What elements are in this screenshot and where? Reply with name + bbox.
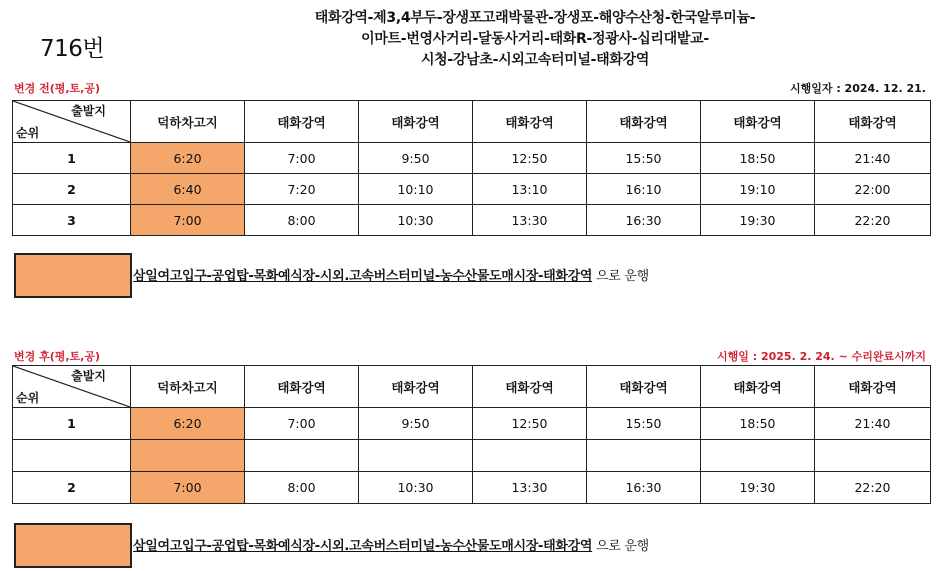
before-header-cell: 태화강역 xyxy=(815,101,931,143)
route-path xyxy=(225,8,845,71)
time-cell: 22:20 xyxy=(815,205,931,236)
after-legend-text xyxy=(133,535,649,554)
after-header-cell: 태화강역 xyxy=(245,366,359,408)
after-header-cell: 태화강역 xyxy=(473,366,587,408)
time-cell xyxy=(701,440,815,472)
after-legend-route: 삼일여고입구-공업탑-목화예식장-시외.고속버스터미널-농수산물도매시장-태화강역 xyxy=(133,539,593,554)
time-cell: 15:50 xyxy=(587,408,701,440)
before-header-cell: 태화강역 xyxy=(701,101,815,143)
time-cell: 19:30 xyxy=(701,205,815,236)
time-cell xyxy=(245,440,359,472)
table-row xyxy=(13,472,931,504)
time-cell xyxy=(473,440,587,472)
table-row xyxy=(13,143,931,174)
after-corner-origin: 출발지 xyxy=(71,369,106,383)
before-legend-suffix: 으로 운행 xyxy=(592,269,649,284)
time-cell: 22:00 xyxy=(815,174,931,205)
before-header-cell: 태화강역 xyxy=(359,101,473,143)
before-header-cell: 태화강역 xyxy=(473,101,587,143)
before-header-cell: 태화강역 xyxy=(587,101,701,143)
time-cell: 8:00 xyxy=(245,205,359,236)
time-cell: 13:30 xyxy=(473,472,587,504)
time-cell: 7:00 xyxy=(245,143,359,174)
time-cell-highlighted: 7:00 xyxy=(131,205,245,236)
rank-cell: 2 xyxy=(13,174,131,205)
time-cell: 10:10 xyxy=(359,174,473,205)
time-cell: 16:10 xyxy=(587,174,701,205)
before-section-label: 변경 전(평,토,공) xyxy=(14,82,100,95)
route-path-line-2: 이마트-번영사거리-달동사거리-태화R-정광사-십리대밭교- xyxy=(361,31,709,47)
rank-cell: 3 xyxy=(13,205,131,236)
before-timetable xyxy=(12,100,931,236)
before-header-cell: 태화강역 xyxy=(245,101,359,143)
before-header-cell: 덕하차고지 xyxy=(131,101,245,143)
after-legend-suffix: 으로 운행 xyxy=(592,539,649,554)
after-header-cell: 덕하차고지 xyxy=(131,366,245,408)
table-row xyxy=(13,205,931,236)
after-legend-swatch xyxy=(14,523,132,568)
time-cell: 16:30 xyxy=(587,472,701,504)
route-number: 716번 xyxy=(40,36,105,62)
time-cell: 21:40 xyxy=(815,143,931,174)
after-header-cell: 태화강역 xyxy=(815,366,931,408)
time-cell: 7:00 xyxy=(245,408,359,440)
time-cell xyxy=(587,440,701,472)
route-path-line-1: 태화강역-제3,4부두-장생포고래박물관-장생포-해양수산청-한국알루미늄- xyxy=(314,10,756,26)
time-cell: 10:30 xyxy=(359,472,473,504)
before-corner-origin: 출발지 xyxy=(71,104,106,118)
before-effective-date: 시행일자 : 2024. 12. 21. xyxy=(790,82,926,95)
after-corner-cell xyxy=(13,366,131,408)
rank-cell xyxy=(13,440,131,472)
time-cell: 8:00 xyxy=(245,472,359,504)
rank-cell: 1 xyxy=(13,143,131,174)
before-corner-rank: 순위 xyxy=(16,126,40,140)
time-cell: 16:30 xyxy=(587,205,701,236)
time-cell: 13:10 xyxy=(473,174,587,205)
after-effective-date: 시행일 : 2025. 2. 24. ~ 수리완료시까지 xyxy=(717,350,926,363)
time-cell: 18:50 xyxy=(701,143,815,174)
after-header-cell: 태화강역 xyxy=(587,366,701,408)
time-cell: 9:50 xyxy=(359,408,473,440)
before-header-row xyxy=(13,101,931,143)
after-header-cell: 태화강역 xyxy=(359,366,473,408)
after-corner-rank: 순위 xyxy=(16,391,40,405)
time-cell: 7:20 xyxy=(245,174,359,205)
before-legend-text xyxy=(133,265,649,284)
time-cell: 13:30 xyxy=(473,205,587,236)
after-header-cell: 태화강역 xyxy=(701,366,815,408)
time-cell xyxy=(359,440,473,472)
time-cell-highlighted: 6:20 xyxy=(131,408,245,440)
time-cell-highlighted: 6:20 xyxy=(131,143,245,174)
route-path-line-3: 시청-강남초-시외고속터미널-태화강역 xyxy=(420,52,650,68)
time-cell: 12:50 xyxy=(473,143,587,174)
table-row-empty xyxy=(13,440,931,472)
time-cell xyxy=(815,440,931,472)
time-cell-highlighted xyxy=(131,440,245,472)
time-cell-highlighted: 7:00 xyxy=(131,472,245,504)
before-legend-route: 삼일여고입구-공업탑-목화예식장-시외.고속버스터미널-농수산물도매시장-태화강역 xyxy=(133,269,593,284)
time-cell: 12:50 xyxy=(473,408,587,440)
before-corner-cell xyxy=(13,101,131,143)
time-cell-highlighted: 6:40 xyxy=(131,174,245,205)
before-legend-swatch xyxy=(14,253,132,298)
time-cell: 18:50 xyxy=(701,408,815,440)
table-row xyxy=(13,174,931,205)
rank-cell: 2 xyxy=(13,472,131,504)
time-cell: 22:20 xyxy=(815,472,931,504)
table-row xyxy=(13,408,931,440)
time-cell: 9:50 xyxy=(359,143,473,174)
time-cell: 19:30 xyxy=(701,472,815,504)
after-header-row xyxy=(13,366,931,408)
after-section-label: 변경 후(평,토,공) xyxy=(14,350,100,363)
after-timetable xyxy=(12,365,931,504)
time-cell: 15:50 xyxy=(587,143,701,174)
time-cell: 19:10 xyxy=(701,174,815,205)
rank-cell: 1 xyxy=(13,408,131,440)
time-cell: 10:30 xyxy=(359,205,473,236)
time-cell: 21:40 xyxy=(815,408,931,440)
